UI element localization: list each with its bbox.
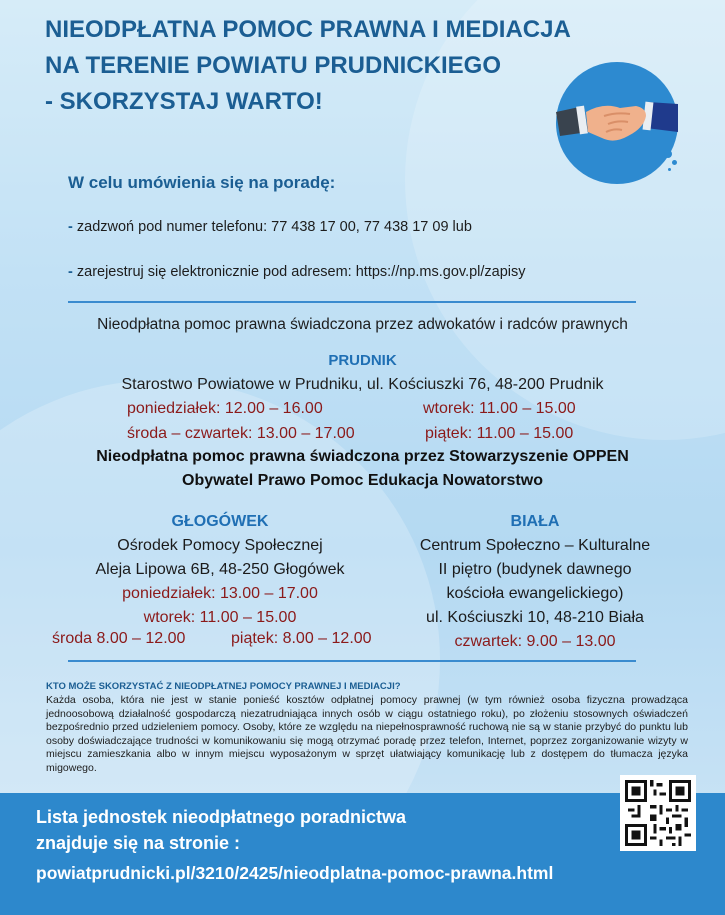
glogowek-hours-fri: piątek: 8.00 – 12.00: [231, 630, 372, 647]
page-title: [45, 12, 605, 120]
who-body: Każda osoba, która nie jest w stanie ponieść kosztów odpłatnej pomocy prawnej (w tym również osoba fizyczna prowadząca jednoosobową działalność gospodarczą niezatrudniająca innych osób w ciągu ostatniego roku), po złożeniu stosownych oświadczeń bezpośrednio przed udzieleniem pomocy. Osoby, które ze względu na niepełnosprawność ruchową nie są w stanie przybyć do punktu lub osoby doświadczające trudności w komunikowaniu się mogą otrzymać poradę przez telefon, Internet, poprzez zorganizowanie wizyty w miejscu zamieszkania albo w innym miejscu wyposażonym w sprzęt ułatwiający komunikację lub z dostępem do tłumacza języka migowego.: [46, 694, 688, 774]
prudnik-hours-mon: poniedziałek: 12.00 – 16.00: [127, 400, 323, 417]
oppen-line-1: Nieodpłatna pomoc prawna świadczona przez Stowarzyszenie OPPEN: [96, 448, 629, 465]
divider: [68, 660, 636, 662]
footer-url[interactable]: powiatprudnicki.pl/3210/2425/nieodplatna-pomoc-prawna.html: [36, 863, 554, 883]
prudnik-hours-tue: wtorek: 11.00 – 15.00: [423, 400, 576, 417]
city-prudnik: PRUDNIK: [328, 352, 397, 369]
glogowek-hours-wed: środa 8.00 – 12.00: [52, 630, 186, 647]
decorative-dot: [664, 150, 672, 158]
biala-name: Centrum Społeczno – Kulturalne: [419, 537, 651, 554]
footer-line-2: znajduje się na stronie :: [36, 833, 241, 853]
decorative-dot: [668, 168, 671, 171]
prudnik-address: Starostwo Powiatowe w Prudniku, ul. Kościuszki 76, 48-200 Prudnik: [121, 376, 604, 393]
title-line-3: - SKORZYSTAJ WARTO!: [45, 88, 323, 115]
title-line-2: NA TERENIE POWIATU PRUDNICKIEGO: [45, 52, 502, 79]
qr-code-icon[interactable]: [620, 775, 696, 851]
city-biala: BIAŁA: [510, 513, 560, 530]
glogowek-hours-tue: wtorek: 11.00 – 15.00: [143, 609, 297, 626]
handshake-icon: [556, 62, 678, 184]
glogowek-name: Ośrodek Pomocy Społecznej: [117, 537, 323, 554]
prudnik-hours-wed-thu: środa – czwartek: 13.00 – 17.00: [127, 425, 355, 442]
biala-floor-1: II piętro (budynek dawnego: [438, 561, 632, 578]
footer-banner: [0, 793, 725, 915]
biala-section: [385, 510, 685, 654]
dash: -: [68, 264, 73, 280]
city-glogowek: GŁOGÓWEK: [171, 513, 269, 530]
decorative-dot: [672, 160, 677, 165]
online-text: zarejestruj się elektronicznie pod adresem: https://np.ms.gov.pl/zapisy: [76, 264, 526, 280]
glogowek-section: [40, 510, 400, 630]
phone-info: [68, 219, 472, 235]
lawyers-line: Nieodpłatna pomoc prawna świadczona przez adwokatów i radców prawnych: [97, 316, 628, 333]
phone-text: zadzwoń pod numer telefonu: 77 438 17 00, 77 438 17 09 lub: [76, 219, 472, 235]
biala-address: ul. Kościuszki 10, 48-210 Biała: [426, 609, 644, 626]
who-heading: KTO MOŻE SKORZYSTAĆ Z NIEODPŁATNEJ POMOCY PRAWNEJ I MEDIACJI?: [46, 681, 401, 692]
prudnik-hours-fri: piątek: 11.00 – 15.00: [425, 425, 574, 442]
oppen-line-2: Obywatel Prawo Pomoc Edukacja Nowatorstwo: [182, 472, 543, 489]
online-info: [68, 264, 526, 280]
divider: [68, 301, 636, 303]
glogowek-address: Aleja Lipowa 6B, 48-250 Głogówek: [95, 561, 345, 578]
biala-hours-thu: czwartek: 9.00 – 13.00: [454, 633, 616, 650]
glogowek-hours-mon: poniedziałek: 13.00 – 17.00: [122, 585, 318, 602]
appointment-heading: W celu umówienia się na poradę:: [68, 173, 336, 192]
biala-floor-2: kościoła ewangelickiego): [446, 585, 624, 602]
footer-line-1: Lista jednostek nieodpłatnego poradnictwa: [36, 807, 407, 827]
dash: -: [68, 219, 73, 235]
title-line-1: NIEODPŁATNA POMOC PRAWNA I MEDIACJA: [45, 16, 571, 43]
